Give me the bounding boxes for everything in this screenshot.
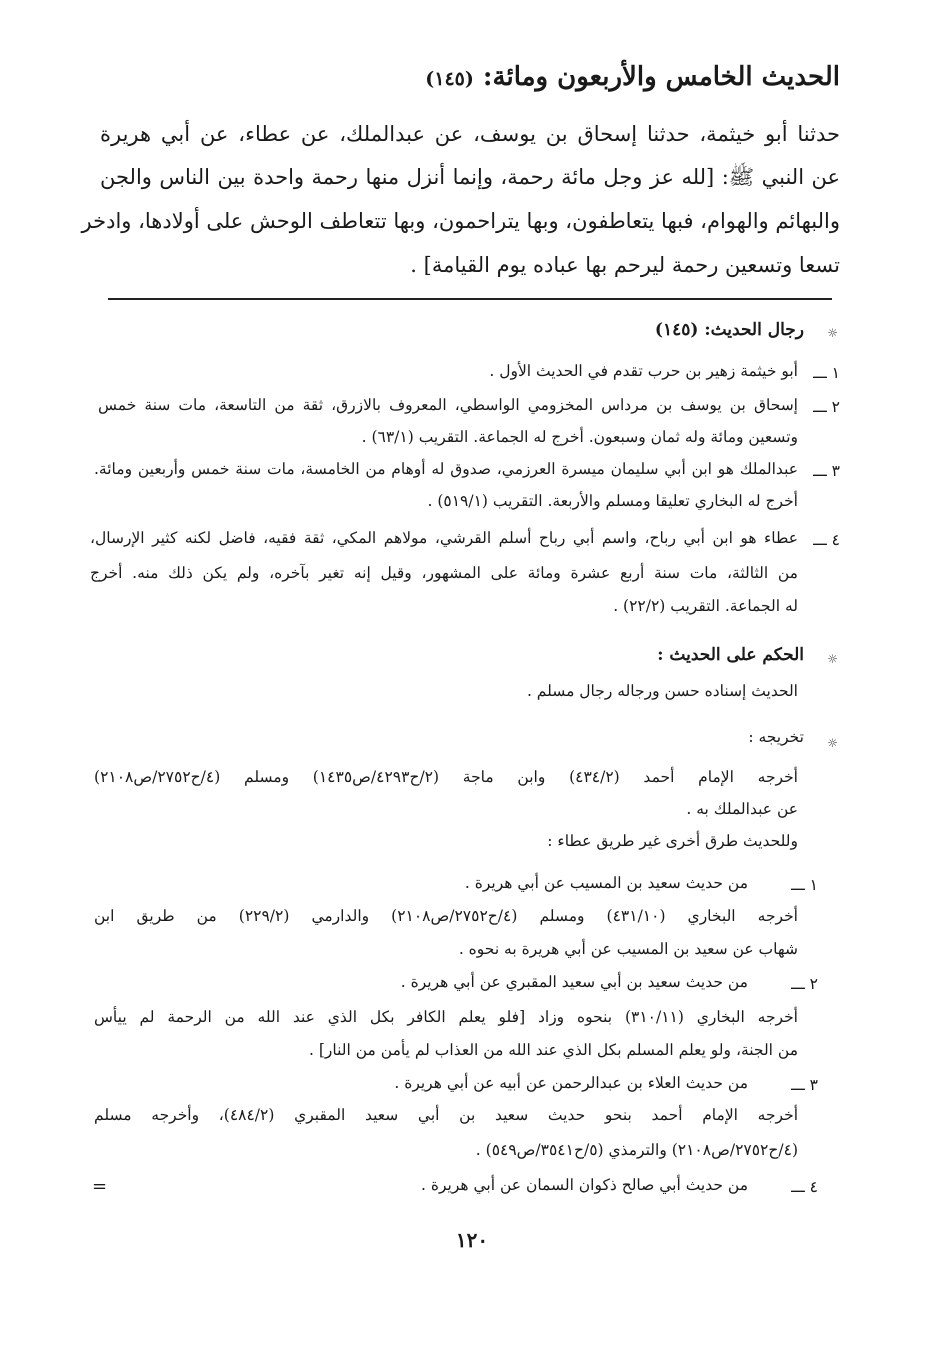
- route-2-line-2: من الجنة، ولو يعلم المسلم بكل الذي عند الله من العذاب لم يأمن من النار] .: [309, 1041, 798, 1059]
- route-2-line-1: أخرجه البخاري (٣١٠/١١) بنحوه وزاد [فلو يعلم الكافر بكل الذي عند الله من الرحمة لم ييأس: [94, 1008, 798, 1026]
- title-number: (١٤٥): [425, 68, 474, 90]
- rijal-item-3-number: ٣ ـــ: [813, 462, 840, 480]
- rijal-item-3-line-1: عبدالملك هو ابن أبي سليمان ميسرة العرزمي، صدوق له أوهام من الخامسة، مات سنة خمس وأربعين ومائة.: [94, 460, 798, 478]
- route-3-line-2: (٤/ح٢٧٥٢/ص٢١٠٨) والترمذي (٥/ح٣٥٤١/ص٥٤٩) .: [475, 1141, 798, 1159]
- route-1-line-2: شهاب عن سعيد بن المسيب عن أبي هريرة به نحوه .: [458, 940, 798, 958]
- route-3-number: ٣ ـــ: [791, 1076, 818, 1094]
- rijal-item-4-line-2: من الثالثة، مات سنة أربع عشرة ومائة على المشهور، وقيل إنه تغير بآخره، ولم يكن ذلك منه. أخرج: [90, 564, 798, 582]
- hadith-line-4: تسعا وتسعين رحمة ليرحم بها عباده يوم القيامة] .: [410, 253, 840, 277]
- rijal-item-2-line-2: وتسعين ومائة وله ثمان وسبعون. أخرج له الجماعة. التقريب (٦٣/١) .: [361, 428, 798, 446]
- route-4-number: ٤ ـــ: [791, 1178, 818, 1196]
- separator-rule: [108, 298, 832, 301]
- route-1-line-1: أخرجه البخاري (٤٣١/١٠) ومسلم (٤/ح٢٧٥٢/ص٢١٠٨) والدارمي (٢٢٩/٢) من طريق ابن: [94, 907, 798, 925]
- rijal-item-4-line-3: له الجماعة. التقريب (٢٢/٢) .: [613, 597, 798, 615]
- hadith-line-1: حدثنا أبو خيثمة، حدثنا إسحاق بن يوسف، عن عبدالملك، عن عطاء، عن أبي هريرة: [100, 122, 840, 146]
- rijal-item-4-line-1: عطاء هو ابن أبي رباح، واسم أبي رباح أسلم القرشي، مولاهم المكي، ثقة فقيه، فاضل لكنه كثير الإرسال،: [90, 529, 798, 547]
- takhrij-line-1: أخرجه الإمام أحمد (٤٣٤/٢) وابن ماجة (٢/ح٤٢٩٣/ص١٤٣٥) ومسلم (٤/ح٢٧٥٢/ص٢١٠٨): [94, 768, 798, 786]
- route-2-title: من حديث سعيد بن أبي سعيد المقبري عن أبي هريرة .: [400, 973, 748, 991]
- hukm-heading: الحكم على الحديث :: [657, 645, 804, 665]
- takhrij-line-2: عن عبدالملك به .: [686, 800, 798, 818]
- rijal-item-4-number: ٤ ـــ: [813, 531, 840, 549]
- hukm-text: الحديث إسناده حسن ورجاله رجال مسلم .: [526, 682, 798, 700]
- takhrij-heading: تخريجه :: [748, 728, 804, 746]
- route-2-number: ٢ ـــ: [791, 975, 818, 993]
- asterisk-icon: ☼: [827, 652, 838, 666]
- title-text: الحديث الخامس والأربعون ومائة:: [482, 62, 840, 92]
- route-3-title: من حديث العلاء بن عبدالرحمن عن أبيه عن أبي هريرة .: [394, 1074, 748, 1092]
- takhrij-line-3: وللحديث طرق أخرى غير طريق عطاء :: [547, 832, 798, 850]
- route-4-title: من حديث أبي صالح ذكوان السمان عن أبي هريرة .: [421, 1176, 748, 1194]
- route-1-title: من حديث سعيد بن المسيب عن أبي هريرة .: [464, 874, 748, 892]
- route-1-number: ١ ـــ: [791, 876, 818, 894]
- rijal-item-2-number: ٢ ـــ: [813, 398, 840, 416]
- rijal-item-3-line-2: أخرج له البخاري تعليقا ومسلم والأربعة. التقريب (٥١٩/١) .: [427, 492, 798, 510]
- hadith-line-2: عن النبي ﷺ: [لله عز وجل مائة رحمة، وإنما أنزل منها رحمة واحدة بين الناس والجن: [100, 165, 840, 189]
- rijal-item-1-number: ١ ـــ: [813, 364, 840, 382]
- page-number: ١٢٠: [455, 1228, 489, 1252]
- continuation-mark: =: [92, 1176, 108, 1197]
- rijal-item-1-line-1: أبو خيثمة زهير بن حرب تقدم في الحديث الأول .: [489, 362, 798, 380]
- asterisk-icon: ☼: [827, 736, 838, 750]
- page-title: [425, 62, 840, 92]
- hadith-line-3: والبهائم والهوام، فبها يتعاطفون، وبها يتراحمون، وبها تتعاطف الوحش على أولادها، وادخر: [81, 209, 840, 233]
- asterisk-icon: ☼: [827, 326, 838, 340]
- rijal-heading: رجال الحديث: (١٤٥): [654, 320, 804, 340]
- route-3-line-1: أخرجه الإمام أحمد بنحو حديث سعيد بن أبي سعيد المقبري (٤٨٤/٢)، وأخرجه مسلم: [94, 1106, 798, 1124]
- rijal-item-2-line-1: إسحاق بن يوسف بن مرداس المخزومي الواسطي، المعروف بالازرق، ثقة من التاسعة، مات سنة خمس: [98, 396, 798, 414]
